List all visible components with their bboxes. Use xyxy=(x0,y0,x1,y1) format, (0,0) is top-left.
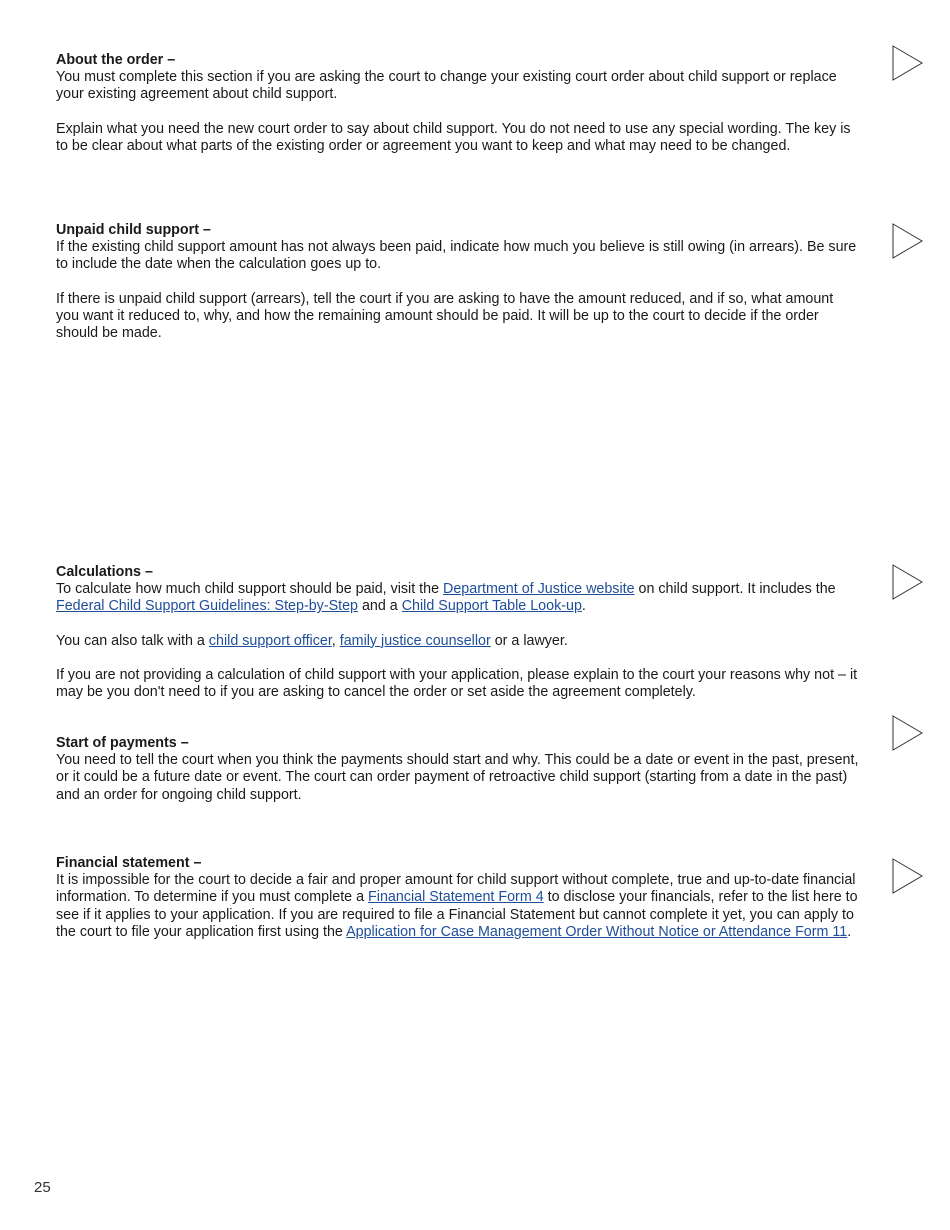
text-run: or a lawyer. xyxy=(490,632,568,649)
text-run: . xyxy=(847,923,852,940)
section-about-the-order xyxy=(56,52,859,155)
section-paragraph: If the existing child support amount has not always been paid, indicate how much you believe is still owing (in arrears). Be sure to include the date when the calculation goes up to. xyxy=(56,239,857,273)
section-heading: Start of payments – xyxy=(56,735,189,751)
federal-guidelines-link[interactable]: Federal Child Support Guidelines: Step-by-Step xyxy=(56,598,358,615)
section-paragraph: If there is unpaid child support (arrears), tell the court if you are asking to have the amount reduced, and if so, what amount you want it reduced to, why, and how the remaining amount should be paid. It will be up to the court to decide if the order should be made. xyxy=(56,290,834,342)
section-paragraph: You must complete this section if you are asking the court to change your existing court order about child support or replace your existing agreement about child support. xyxy=(56,69,837,103)
text-run: You can also talk with a xyxy=(56,632,209,649)
play-triangle-icon[interactable] xyxy=(892,715,924,751)
page-number: 25 xyxy=(34,1179,51,1196)
case-management-form-11-link[interactable]: Application for Case Management Order Without Notice or Attendance Form 11 xyxy=(346,923,848,940)
section-paragraph: If you are not providing a calculation of child support with your application, please explain to the court your reasons why not – it may be you don't need to if you are asking to cancel the order or set aside the agreement completely. xyxy=(56,667,858,701)
play-triangle-icon[interactable] xyxy=(892,45,924,81)
text-run: , xyxy=(331,632,340,649)
section-paragraph xyxy=(56,581,859,615)
financial-statement-form-4-link[interactable]: Financial Statement Form 4 xyxy=(368,889,544,906)
family-justice-counsellor-link[interactable]: family justice counsellor xyxy=(339,632,491,649)
text-run: on child support. It includes the xyxy=(634,581,836,598)
play-triangle-icon[interactable] xyxy=(892,564,924,600)
text-run: It is impossible for the court to decide a fair and proper amount for child support without complete, true and up-to-date financial information. To determine if you must complete a xyxy=(56,872,856,906)
section-paragraph xyxy=(56,633,859,650)
text-run: To calculate how much child support should be paid, visit the xyxy=(56,581,444,598)
section-paragraph xyxy=(56,872,859,941)
section-start-of-payments xyxy=(56,735,859,804)
child-support-officer-link[interactable]: child support officer xyxy=(208,632,332,649)
text-run: and a xyxy=(358,598,402,615)
text-run: . xyxy=(581,598,586,615)
section-heading: Financial statement – xyxy=(56,855,202,871)
play-triangle-icon[interactable] xyxy=(892,223,924,259)
section-heading: Unpaid child support – xyxy=(56,222,211,238)
section-financial-statement xyxy=(56,855,859,941)
section-paragraph: Explain what you need the new court order to say about child support. You do not need to use any special wording. The key is to be clear about what parts of the existing order or agreement you want to keep and what may need to be changed. xyxy=(56,120,851,154)
child-support-table-link[interactable]: Child Support Table Look-up xyxy=(401,598,582,615)
section-paragraph: You need to tell the court when you think the payments should start and why. This could be a date or event in the past, present, or it could be a future date or event. The court can order payment of retroactive child support (starting from a date in the past) and an order for ongoing child support. xyxy=(56,752,859,803)
section-heading: About the order – xyxy=(56,52,176,68)
section-calculations xyxy=(56,564,859,702)
department-of-justice-link[interactable]: Department of Justice website xyxy=(443,581,635,598)
text-run: to disclose your financials, refer to the list here to see if it applies to your application. If you are required to file a Financial Statement but cannot complete it yet, you can apply to the court to file your application first using the xyxy=(56,889,858,940)
section-unpaid-child-support xyxy=(56,222,859,342)
play-triangle-icon[interactable] xyxy=(892,858,924,894)
section-heading: Calculations – xyxy=(56,564,153,580)
